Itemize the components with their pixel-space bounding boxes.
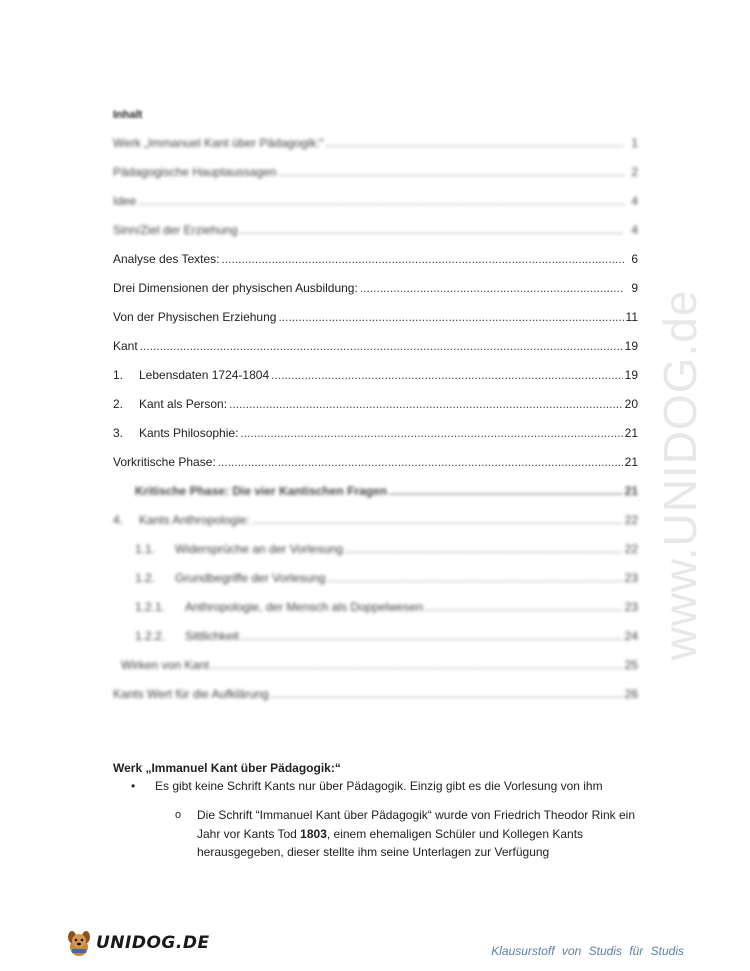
toc-entry[interactable] [113,221,638,239]
toc-entry-title: Kants Philosophie: [139,426,239,440]
toc-entry-title: Sinn/Ziel der Erziehung [113,223,238,237]
toc-dot-leader [271,685,623,703]
toc-entry[interactable] [113,337,638,355]
section-title: Werk „Immanuel Kant über Pädagogik:“ [113,761,341,775]
toc-dot-leader [138,192,624,210]
toc-entry-title: Kants Wert für die Aufklärung [113,687,269,701]
toc-entry[interactable] [113,453,638,471]
toc-entry-title: Kant als Person: [139,397,228,411]
toc-entry[interactable] [113,685,638,703]
toc-entry-number: 4. [113,513,124,527]
toc-entry-page: 26 [624,687,638,701]
toc-entry[interactable] [113,279,638,297]
toc-dot-leader [328,569,623,587]
toc-dot-leader [278,163,624,181]
toc-entry[interactable] [113,395,638,413]
toc-entry-page: 6 [631,252,638,266]
toc-entry-page: 1 [631,136,638,150]
toc-entry-number: 1.2.1. [135,600,166,614]
toc-entry-page: 21 [624,426,638,440]
toc-entry-page: 22 [624,513,638,527]
logo-text: UNIDOG.DE [96,933,210,953]
toc-entry-page: 21 [624,455,638,469]
toc-dot-leader [278,308,623,326]
toc-entry[interactable] [113,308,638,326]
table-of-contents [113,107,638,701]
toc-entry-title: Grundbegriffe der Vorlesung [175,571,326,585]
toc-dot-leader [360,279,624,297]
toc-entry-page: 20 [624,397,638,411]
toc-entry[interactable] [135,540,638,558]
toc-entry[interactable] [113,192,638,210]
dog-icon [64,927,94,959]
toc-dot-leader [140,337,623,355]
circle-bullet-icon: o [175,809,182,821]
toc-entry-page: 22 [624,542,638,556]
toc-entry-page: 24 [624,629,638,643]
toc-entry[interactable] [113,163,638,181]
toc-entry-page: 25 [624,658,638,672]
toc-dot-leader [211,656,623,674]
toc-entry[interactable] [113,424,638,442]
toc-entry-page: 23 [624,600,638,614]
toc-entry-page: 4 [631,194,638,208]
toc-entry-title: Werk „Immanuel Kant über Pädagogik:“ [113,136,324,150]
toc-entry-page: 19 [624,368,638,382]
toc-entry[interactable] [135,482,638,500]
toc-entry-title: Von der Physischen Erziehung [113,310,277,324]
bullet-marker-icon: • [131,779,136,793]
toc-entry-title: Kritische Phase: Die vier Kantischen Fragen [135,484,388,498]
toc-entry-page: 4 [631,223,638,237]
toc-entry-title: Kants Anthropologie: [139,513,250,527]
toc-entry[interactable] [135,627,638,645]
toc-entry-number: 1. [113,368,124,382]
sub-bullet-text: Die Schrift “Immanuel Kant über Pädagogik“ wurde von Friedrich Theodor Rink ein Jahr vor Kants Tod 1803, einem ehemaligen Schüler und Kollegen Kants herausgegeben, dieser stellte ihm seine Unterlagen zur Verfügung [197,808,635,859]
toc-entry-title: Vorkritische Phase: [113,455,216,469]
toc-dot-leader [241,627,623,645]
toc-entry-number: 3. [113,426,124,440]
toc-entry-title: Kant [113,339,138,353]
toc-dot-leader [389,482,623,500]
toc-entry-page: 2 [631,165,638,179]
toc-dot-leader [252,511,623,529]
toc-entry-page: 9 [631,281,638,295]
toc-entry[interactable] [113,511,638,529]
toc-entry[interactable] [113,366,638,384]
footer-slogan: Klausurstoff von Studis für Studis [491,944,684,958]
toc-entry-title: Idee [113,194,137,208]
toc-entry-page: 21 [624,484,638,498]
toc-entry-number: 2. [113,397,124,411]
toc-entry[interactable] [113,134,638,152]
toc-dot-leader [222,250,624,268]
toc-entry-page: 23 [624,571,638,585]
toc-entry-page: 19 [624,339,638,353]
toc-entry-page: 11 [625,310,638,324]
toc-heading: Inhalt [113,109,143,121]
toc-entry[interactable] [113,250,638,268]
toc-entry-title: Pädagogische Hauptaussagen [113,165,277,179]
toc-dot-leader [345,540,623,558]
toc-entry-number: 1.2. [135,571,156,585]
watermark: www.UNIDOG.de [654,289,706,661]
toc-entry-title: Widersprüche an der Vorlesung [175,542,344,556]
toc-entry-title: Lebensdaten 1724-1804 [139,368,270,382]
toc-entry-title: Wirken von Kant [121,658,210,672]
toc-entry-title: Sittlichkeit [185,629,240,643]
toc-dot-leader [218,453,623,471]
toc-dot-leader [240,424,622,442]
footer-logo [64,926,210,960]
toc-entry[interactable] [121,656,638,674]
toc-entry-title: Anthropologie, der Mensch als Doppelwesen [185,600,424,614]
sub-bullet-item [175,806,635,862]
bullet-item [131,777,651,795]
toc-entry[interactable] [135,598,638,616]
toc-dot-leader [229,395,623,413]
toc-entry-number: 1.1. [135,542,156,556]
toc-dot-leader [425,598,622,616]
toc-dot-leader [240,221,624,239]
toc-entry[interactable] [135,569,638,587]
toc-dot-leader [326,134,624,152]
toc-entry-title: Analyse des Textes: [113,252,220,266]
bullet-text: Es gibt keine Schrift Kants nur über Pädagogik. Einzig gibt es die Vorlesung von ihm [155,779,603,793]
toc-dot-leader [271,366,623,384]
toc-entry-title: Drei Dimensionen der physischen Ausbildung: [113,281,358,295]
toc-entry-number: 1.2.2. [135,629,166,643]
